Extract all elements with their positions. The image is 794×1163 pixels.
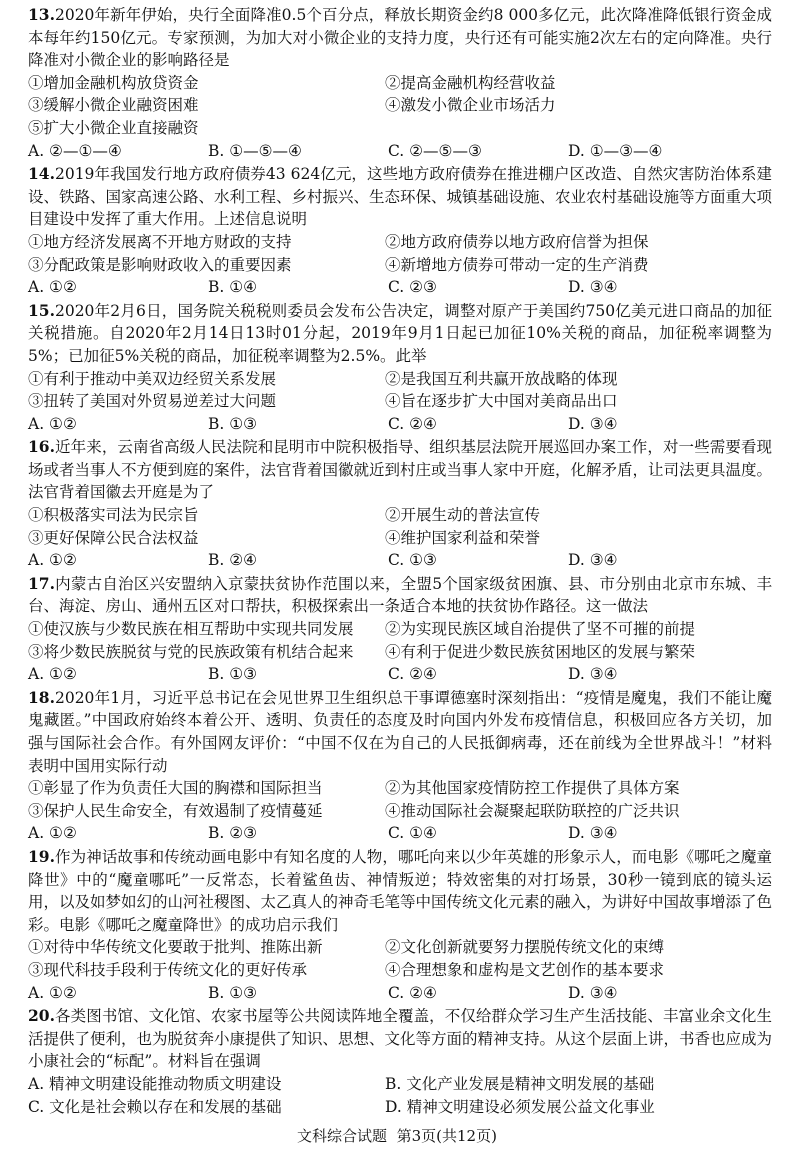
answer-option: A. ①② — [28, 824, 77, 843]
question-19 — [28, 846, 772, 1004]
answer-option: B. ①④ — [208, 278, 258, 297]
answer-option: D. ③④ — [568, 665, 618, 684]
question-17 — [28, 573, 772, 686]
statement: ④新增地方债券可带动一定的生产消费 — [385, 255, 649, 274]
statement: ②文化创新就要努力摆脱传统文化的束缚 — [385, 938, 665, 957]
question-stem: 2020年新年伊始，央行全面降准0.5个百分点，释放长期资金约8 000多亿元，此次降准降低银行资金成本每年约150亿元。专家预测，为加大对小微企业的支持力度，央行还有可能实施2次左右的定向降准。央行降准对小微企业的影响路径是 — [28, 6, 772, 70]
answer-option: C. ②④ — [388, 983, 437, 1002]
question-13 — [28, 4, 772, 162]
question-stem: 作为神话故事和传统动画电影中有知名度的人物，哪吒向来以少年英雄的形象示人，而电影《哪吒之魔童降世》中的“魔童哪吒”一反常态，长着鲨鱼齿、神情叛逆；特效密集的对打场景，30秒一镜到底的镜头运用，以及如梦如幻的山河社稷图、太乙真人的神奇毛笔等中国传统文化元素的融入，为讲好中国故事增添了色彩。电影《哪吒之魔童降世》的成功启示我们 — [28, 847, 773, 934]
answer-option: C. ②④ — [388, 414, 437, 433]
answer-option: A. ①② — [28, 278, 77, 297]
answer-option: D. ③④ — [568, 551, 618, 570]
question-stem: 2020年1月，习近平总书记在会见世界卫生组织总干事谭德塞时深刻指出：“疫情是魔鬼，我们不能让魔鬼藏匿。”中国政府始终本着公开、透明、负责任的态度及时向国内外发布疫情信息，积极回应各方关切，加强与国际社会合作。有外国网友评价：“中国不仅在为自己的人民抵御病毒，还在前线为全世界战斗！”材料表明中国用实际行动 — [28, 688, 772, 775]
answer-option: D. 精神文明建设必须发展公益文化事业 — [385, 1097, 655, 1116]
statement: ③更好保障公民合法权益 — [28, 528, 199, 547]
statement: ②开展生动的普法宣传 — [385, 506, 541, 525]
statement: ④有利于促进少数民族贫困地区的发展与繁荣 — [385, 642, 696, 661]
question-stem: 内蒙古自治区兴安盟纳入京蒙扶贫协作范围以来，全盟5个国家级贫困旗、县、市分别由北京市东城、丰台、海淀、房山、通州五区对口帮扶，积极探索出一条适合本地的扶贫协作路径。这一做法 — [28, 574, 772, 616]
statement: ④合理想象和虚构是文艺创作的基本要求 — [385, 960, 665, 979]
answer-option: D. ①—③—④ — [568, 141, 663, 160]
question-number: 20. — [28, 1006, 55, 1026]
statement: ②提高金融机构经营收益 — [385, 73, 556, 92]
statement: ④激发小微企业市场活力 — [385, 96, 556, 115]
answer-option: A. ①② — [28, 551, 77, 570]
answer-option: D. ③④ — [568, 824, 618, 843]
answer-option: D. ③④ — [568, 414, 618, 433]
answer-option: D. ③④ — [568, 983, 618, 1002]
answer-option: D. ③④ — [568, 278, 618, 297]
question-stem: 近年来，云南省高级人民法院和昆明市中院积极指导、组织基层法院开展巡回办案工作，对一些需要看现场或者当事人不方便到庭的案件，法官背着国徽就近到村庄或当事人家中开庭，化解矛盾，让司法更具温度。法官背着国徽去开庭是为了 — [28, 438, 773, 502]
question-18 — [28, 687, 772, 845]
answer-option: A. ①② — [28, 665, 77, 684]
footer-subject: 文科综合试题 — [297, 1127, 388, 1145]
footer-page-number: 第3页(共12页) — [396, 1127, 497, 1145]
answer-option: C. ②④ — [388, 665, 437, 684]
statement: ③分配政策是影响财政收入的重要因素 — [28, 255, 292, 274]
answer-option: B. ②③ — [208, 824, 258, 843]
answer-option: A. ①② — [28, 983, 77, 1002]
statement: ②为其他国家疫情防控工作提供了具体方案 — [385, 779, 680, 798]
statement: ④旨在逐步扩大中国对美商品出口 — [385, 392, 618, 411]
statement: ③现代科技手段利于传统文化的更好传承 — [28, 960, 308, 979]
question-number: 19. — [28, 846, 55, 866]
statement: ③缓解小微企业融资困难 — [28, 96, 199, 115]
question-number: 16. — [28, 437, 55, 457]
statement: ①对待中华传统文化要敢于批判、推陈出新 — [28, 938, 323, 957]
statement: ①有利于推动中美双边经贸关系发展 — [28, 369, 277, 388]
statement: ①地方经济发展离不开地方财政的支持 — [28, 232, 292, 251]
statement: ④维护国家利益和荣誉 — [385, 528, 541, 547]
question-number: 14. — [28, 164, 55, 184]
answer-option: C. ①④ — [388, 824, 437, 843]
question-stem: 2019年我国发行地方政府债券43 624亿元，这些地方政府债券在推进棚户区改造、自然灾害防治体系建设、铁路、国家高速公路、水利工程、乡村振兴、生态环保、城镇基础设施、农业农村基础设施等方面重大项目建设中发挥了重大作用。上述信息说明 — [28, 165, 773, 229]
answer-option: B. ①③ — [208, 414, 258, 433]
question-16 — [28, 436, 772, 572]
answer-option: A. ①② — [28, 414, 77, 433]
answer-option: B. ①—⑤—④ — [208, 141, 302, 160]
answer-option: B. ②④ — [208, 551, 258, 570]
question-number: 18. — [28, 687, 55, 707]
statement: ②地方政府债券以地方政府信誉为担保 — [385, 232, 649, 251]
statement: ④推动国际社会凝聚起联防联控的广泛共识 — [385, 801, 680, 820]
statement: ①使汉族与少数民族在相互帮助中实现共同发展 — [28, 620, 354, 639]
statement: ①彰显了作为负责任大国的胸襟和国际担当 — [28, 779, 323, 798]
answer-option: A. 精神文明建设能推动物质文明建设 — [28, 1074, 282, 1093]
answer-option: C. ②③ — [388, 278, 437, 297]
question-stem: 各类图书馆、文化馆、农家书屋等公共阅读阵地全覆盖，不仅给群众学习生产生活技能、丰富业余文化生活提供了便利，也为脱贫奔小康提供了知识、思想、文化等方面的精神支持。从这个层面上讲，书香也应成为小康社会的“标配”。材料旨在强调 — [28, 1007, 773, 1071]
statement: ③将少数民族脱贫与党的民族政策有机结合起来 — [28, 642, 354, 661]
question-number: 13. — [28, 5, 55, 24]
statement: ③扭转了美国对外贸易逆差过大问题 — [28, 392, 277, 411]
question-number: 15. — [28, 300, 55, 320]
statement: ①增加金融机构放贷资金 — [28, 73, 199, 92]
answer-option: B. ①③ — [208, 983, 258, 1002]
answer-option: B. 文化产业发展是精神文明发展的基础 — [385, 1074, 655, 1093]
page-footer — [0, 1125, 794, 1148]
question-15 — [28, 300, 772, 436]
answer-option: C. ①③ — [388, 551, 437, 570]
question-14 — [28, 163, 772, 299]
answer-option: C. 文化是社会赖以存在和发展的基础 — [28, 1097, 282, 1116]
answer-option: B. ①③ — [208, 665, 258, 684]
question-number: 17. — [28, 573, 55, 593]
answer-option: A. ②—①—④ — [28, 141, 122, 160]
statement: ⑤扩大小微企业直接融资 — [28, 118, 199, 137]
question-20 — [28, 1005, 772, 1118]
statement: ③保护人民生命安全，有效遏制了疫情蔓延 — [28, 801, 323, 820]
statement: ①积极落实司法为民宗旨 — [28, 506, 199, 525]
statement: ②是我国互利共赢开放战略的体现 — [385, 369, 618, 388]
question-stem: 2020年2月6日，国务院关税税则委员会发布公告决定，调整对原产于美国约750亿美元进口商品的加征关税措施。自2020年2月14日13时01分起，2019年9月1日起已加征10%关税的商品，加征税率调整为5%；已加征5%关税的商品，加征税率调整为2.5%。此举 — [28, 301, 772, 365]
answer-option: C. ②—⑤—③ — [388, 141, 482, 160]
statement: ②为实现民族区域自治提供了坚不可摧的前提 — [385, 620, 696, 639]
